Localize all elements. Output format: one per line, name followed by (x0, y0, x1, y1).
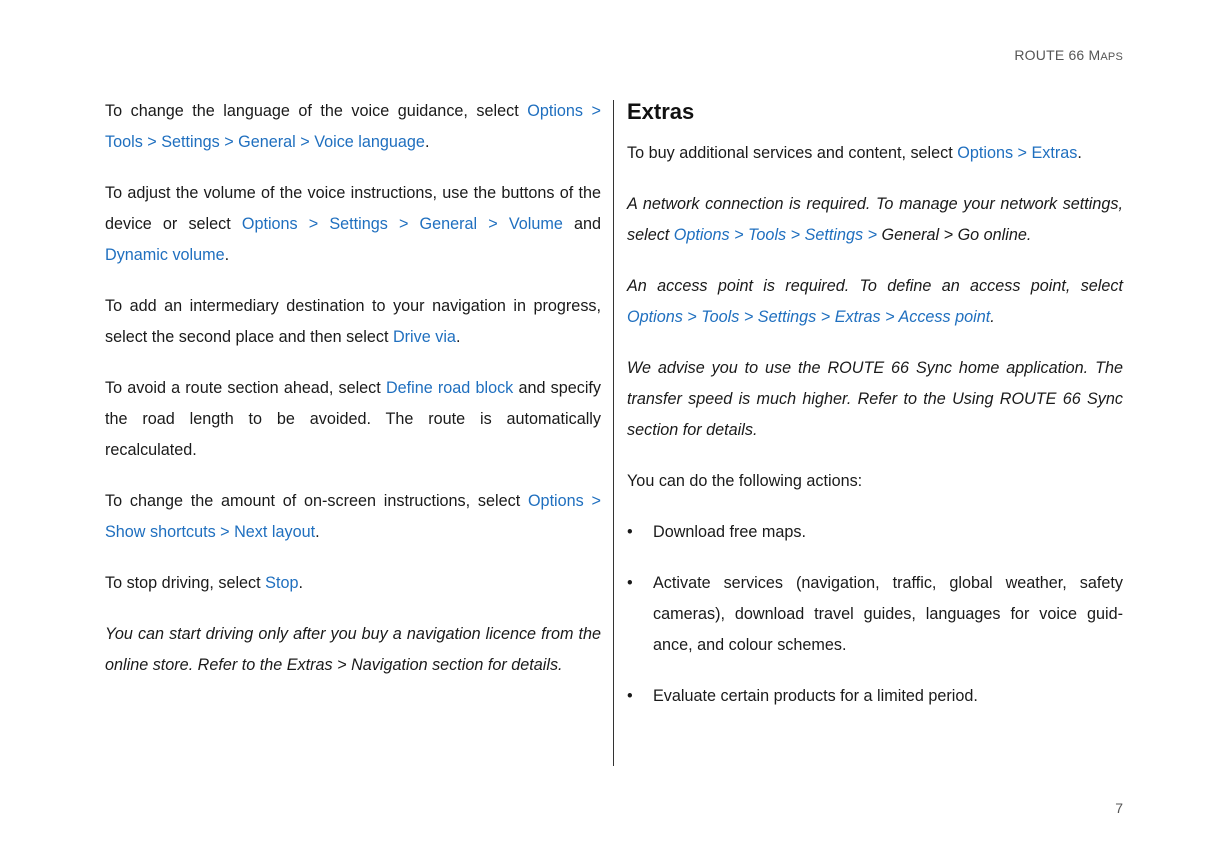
text: General > Go online. (877, 226, 1032, 244)
menu-path-next-layout: Options > Show shortcuts > Next layout (105, 492, 601, 541)
section-heading-extras: Extras (627, 99, 695, 124)
paragraph-buy-services (627, 138, 1123, 169)
running-header (1014, 47, 1123, 63)
text: A network connection is required. To manage your network settings, select (627, 195, 1123, 244)
header-brand-main: ROUTE 66 M (1014, 47, 1101, 63)
menu-path-drive-via: Drive via (392, 328, 456, 346)
note-navigation-licence: You can start driving only after you buy a navigation licence from the online store. Refer to the Extras > Navigation section for details. (105, 625, 601, 674)
text: To change the amount of on-screen instructions, select (105, 492, 528, 510)
menu-path-dynamic-volume: Dynamic volume (105, 246, 225, 264)
text: . (990, 308, 995, 326)
note-network-connection (627, 189, 1123, 251)
text: . (424, 133, 430, 151)
text: To stop driving, select (105, 574, 266, 592)
text: To adjust the volume of the voice instructions, use the buttons of the device or select (105, 184, 601, 233)
page-number: 7 (1115, 800, 1123, 816)
list-item: • Evaluate certain products for a limited period. (627, 681, 1123, 712)
text: To avoid a route section ahead, select (105, 379, 386, 397)
paragraph-volume (105, 178, 601, 271)
paragraph-drive-via (105, 291, 601, 353)
text: . (455, 328, 461, 346)
menu-path-define-road-block: Define road block (385, 379, 514, 397)
note-route66-sync: We advise you to use the ROUTE 66 Sync home application. The transfer speed is much higher. Refer to the Using ROUTE 66 Sync section for details. (627, 359, 1123, 439)
paragraph-actions-intro: You can do the following actions: (627, 472, 863, 490)
menu-path-stop: Stop (265, 574, 299, 592)
menu-path-access-point: Options > Tools > Settings > Extras > Access point (627, 308, 991, 326)
paragraph-on-screen-instructions (105, 486, 601, 548)
paragraph-stop-driving (105, 568, 601, 599)
list-item: • Download free maps. (627, 517, 1123, 548)
paragraph-voice-language (105, 96, 601, 158)
actions-list (627, 517, 1123, 712)
text: . (315, 523, 320, 541)
header-brand-small: APS (1100, 51, 1123, 63)
right-column (627, 96, 1123, 732)
text: . (298, 574, 303, 592)
text: and (562, 215, 601, 233)
left-column (105, 96, 601, 701)
text: To change the language of the voice guidance, select (105, 102, 528, 120)
text: To add an intermediary destination to your navigation in progress, select the second place and then select (105, 297, 601, 346)
text: An access point is required. To define an access point, select (627, 277, 1123, 295)
note-access-point (627, 271, 1123, 333)
column-divider (613, 100, 614, 766)
list-item: • Activate services (navigation, traffic, global weather, safety cameras), download travel guides, languages for voice guid-ance, and colour schemes. (627, 568, 1123, 661)
menu-path-tools-settings: Options > Tools > Settings > (673, 226, 878, 244)
text: To buy additional services and content, select (627, 144, 958, 162)
text: and specify the road length to be avoided. The route is automatically recalculated. (105, 379, 602, 459)
menu-path-extras: Options > Extras (957, 144, 1078, 162)
menu-path-voice-language: Options > Tools > Settings > General > Voice language (105, 102, 601, 151)
paragraph-road-block (105, 373, 601, 466)
menu-path-volume: Options > Settings > General > Volume (241, 215, 563, 233)
text: . (224, 246, 230, 264)
text: . (1077, 144, 1082, 162)
